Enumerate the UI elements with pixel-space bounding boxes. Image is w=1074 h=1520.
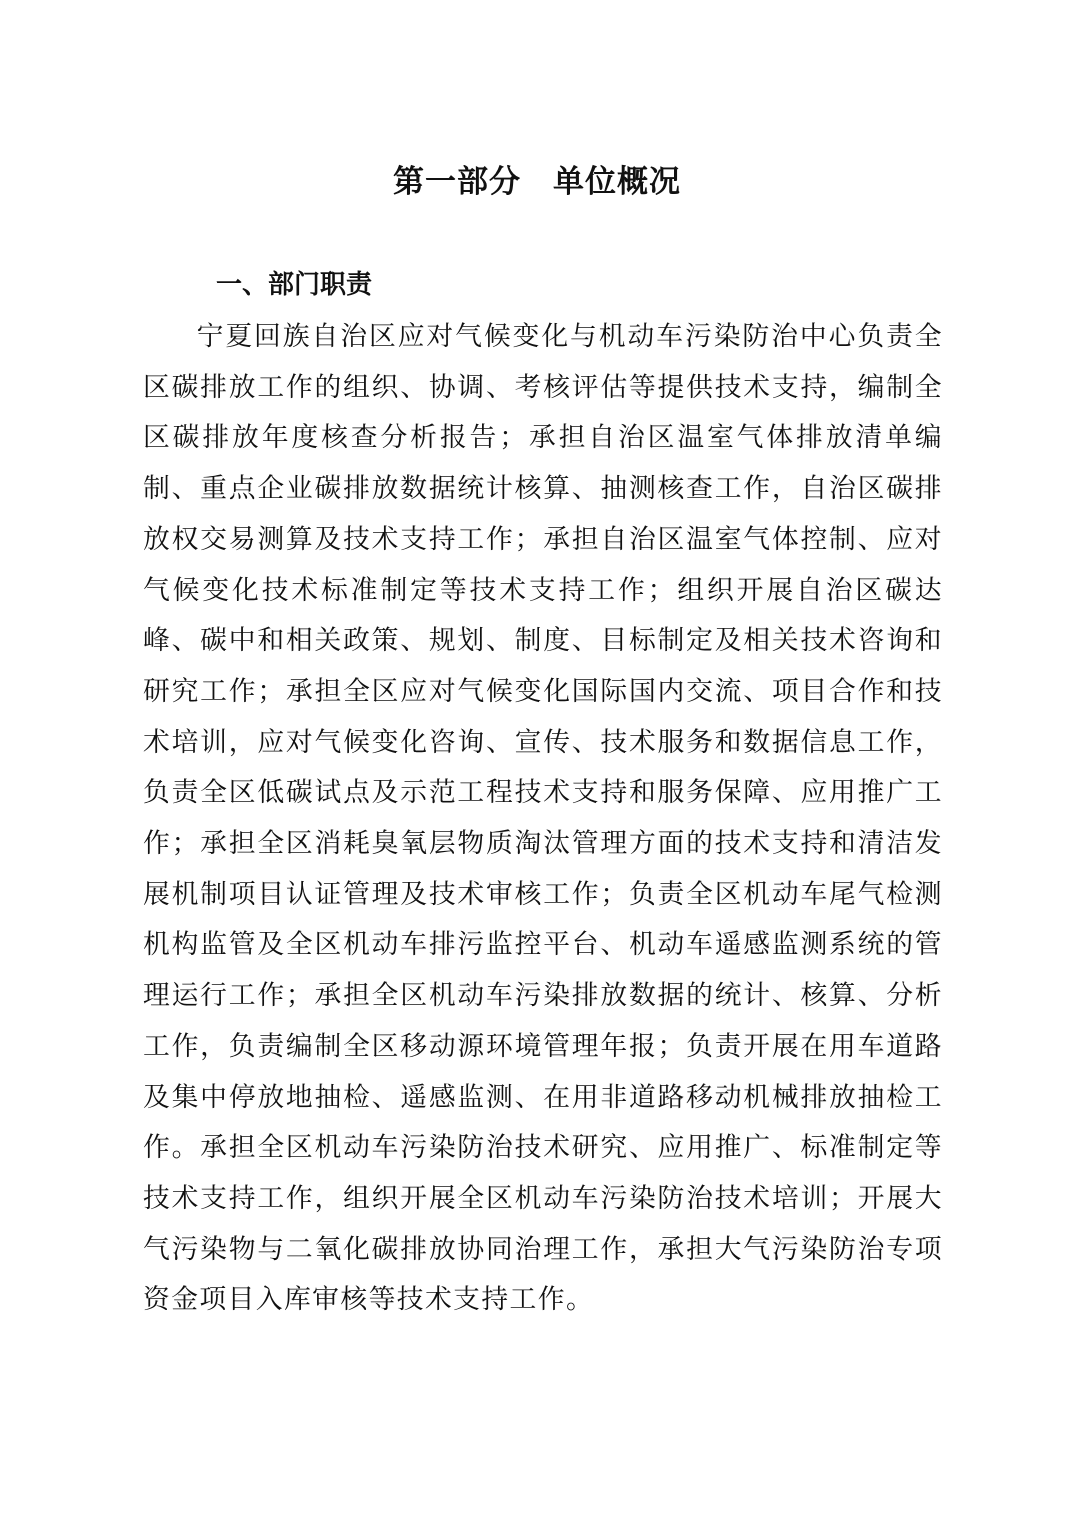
page-title: 第一部分 单位概况: [393, 164, 681, 200]
section-heading: 一、部门职责: [216, 270, 373, 300]
body-paragraph: 宁夏回族自治区应对气候变化与机动车污染防治中心负责全区碳排放工作的组织、协调、考核评估等提供技术支持，编制全区碳排放年度核查分析报告；承担自治区温室气体排放清单编制、重点企业碳排放数据统计核算、抽测核查工作，自治区碳排放权交易测算及技术支持工作；承担自治区温室气体控制、应对气候变化技术标准制定等技术支持工作；组织开展自治区碳达峰、碳中和相关政策、规划、制度、目标制定及相关技术咨询和研究工作；承担全区应对气候变化国际国内交流、项目合作和技术培训，应对气候变化咨询、宣传、技术服务和数据信息工作，负责全区低碳试点及示范工程技术支持和服务保障、应用推广工作；承担全区消耗臭氧层物质淘汰管理方面的技术支持和清洁发展机制项目认证管理及技术审核工作；负责全区机动车尾气检测机构监管及全区机动车排污监控平台、机动车遥感监测系统的管理运行工作；承担全区机动车污染排放数据的统计、核算、分析工作，负责编制全区移动源环境管理年报；负责开展在用车道路及集中停放地抽检、遥感监测、在用非道路移动机械排放抽检工作。承担全区机动车污染防治技术研究、应用推广、标准制定等技术支持工作，组织开展全区机动车污染防治技术培训；开展大气污染物与二氧化碳排放协同治理工作，承担大气污染防治专项资金项目入库审核等技术支持工作。: [143, 321, 943, 1316]
